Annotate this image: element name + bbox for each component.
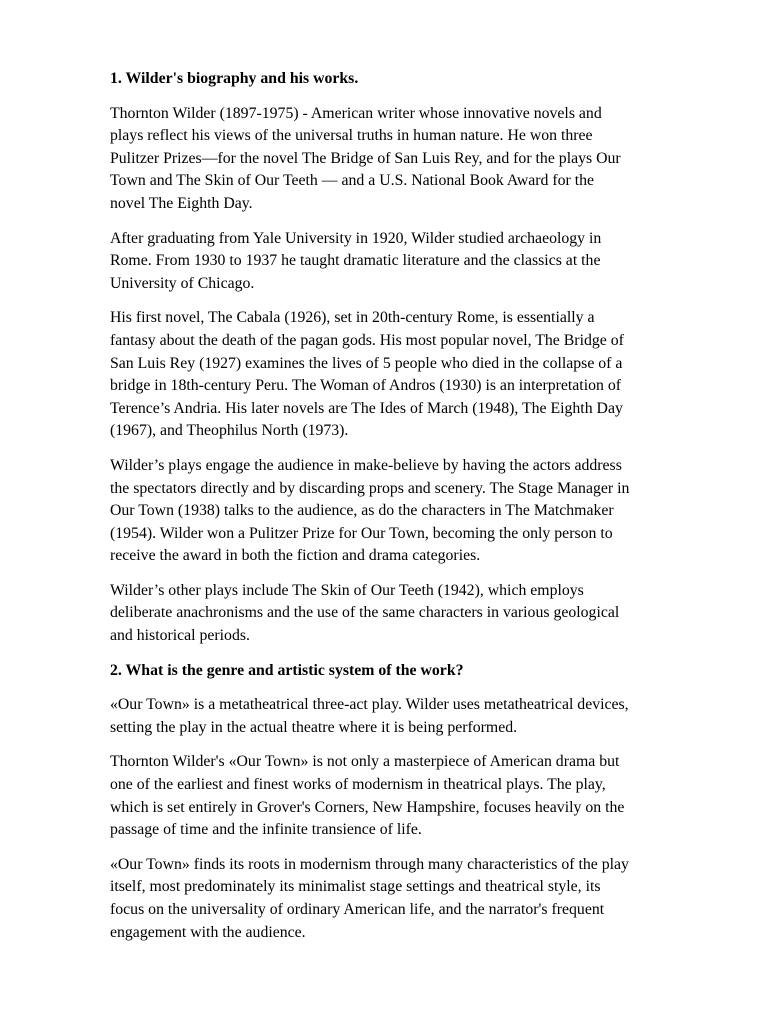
text-line: «Our Town» is a metatheatrical three-act play. Wilder uses metatheatrical devices, [110,696,629,714]
text-line: and historical periods. [110,627,250,645]
text-line: Our Town (1938) talks to the audience, as do the characters in The Matchmaker [110,502,614,520]
text-line: fantasy about the death of the pagan gods. His most popular novel, The Bridge of [110,331,624,349]
text-line: Wilder’s plays engage the audience in make-believe by having the actors address [110,456,622,474]
paragraph-metatheatrical [110,694,710,739]
text-line: After graduating from Yale University in 1920, Wilder studied archaeology in [110,229,602,247]
paragraph-other-plays [110,580,710,648]
text-line: San Luis Rey (1927) examines the lives of 5 people who died in the collapse of a [110,354,623,372]
paragraph-masterpiece [110,751,710,841]
paragraph-intro [110,103,710,216]
text-line: passage of time and the infinite transience of life. [110,821,422,839]
section-heading-biography: 1. Wilder's biography and his works. [110,70,359,87]
text-line: University of Chicago. [110,274,255,292]
text-line: «Our Town» finds its roots in modernism through many characteristics of the play [110,855,629,873]
document-body [110,68,710,956]
section-heading-genre: 2. What is the genre and artistic system of the work? [110,661,464,679]
text-line: itself, most predominately its minimalist stage settings and theatrical style, its [110,878,601,896]
text-line: plays reflect his views of the universal truths in human nature. He won three [110,127,593,145]
text-line: receive the award in both the fiction and drama categories. [110,547,481,565]
paragraph-novels [110,307,710,443]
text-line: which is set entirely in Grover's Corners, New Hampshire, focuses heavily on the [110,798,625,816]
text-line: (1967), and Theophilus North (1973). [110,422,349,440]
text-line: bridge in 18th-century Peru. The Woman of Andros (1930) is an interpretation of [110,377,621,395]
text-line: deliberate anachronisms and the use of the same characters in various geological [110,604,620,622]
paragraph-education [110,228,710,296]
paragraph-plays [110,455,710,568]
text-line: engagement with the audience. [110,923,306,941]
text-line: focus on the universality of ordinary American life, and the narrator's frequent [110,901,605,918]
text-line: Pulitzer Prizes—for the novel The Bridge of San Luis Rey, and for the plays Our [110,149,621,167]
text-line: Thornton Wilder (1897-1975) - American writer whose innovative novels and [110,104,602,122]
text-line: novel The Eighth Day. [110,194,253,212]
text-line: setting the play in the actual theatre where it is being performed. [110,718,518,736]
text-line: (1954). Wilder won a Pulitzer Prize for Our Town, becoming the only person to [110,524,613,542]
text-line: Thornton Wilder's «Our Town» is not only a masterpiece of American drama but [110,753,620,771]
text-line: the spectators directly and by discarding props and scenery. The Stage Manager in [110,479,630,497]
text-line: His first novel, The Cabala (1926), set in 20th-century Rome, is essentially a [110,309,595,327]
text-line: Town and The Skin of Our Teeth — and a U.S. National Book Award for the [110,172,595,190]
text-line: Terence’s Andria. His later novels are The Ides of March (1948), The Eighth Day [110,399,623,417]
paragraph-modernism [110,854,710,944]
text-line: Rome. From 1930 to 1937 he taught dramatic literature and the classics at the [110,252,601,270]
text-line: one of the earliest and finest works of modernism in theatrical plays. The play, [110,776,606,794]
text-line: Wilder’s other plays include The Skin of Our Teeth (1942), which employs [110,581,584,599]
